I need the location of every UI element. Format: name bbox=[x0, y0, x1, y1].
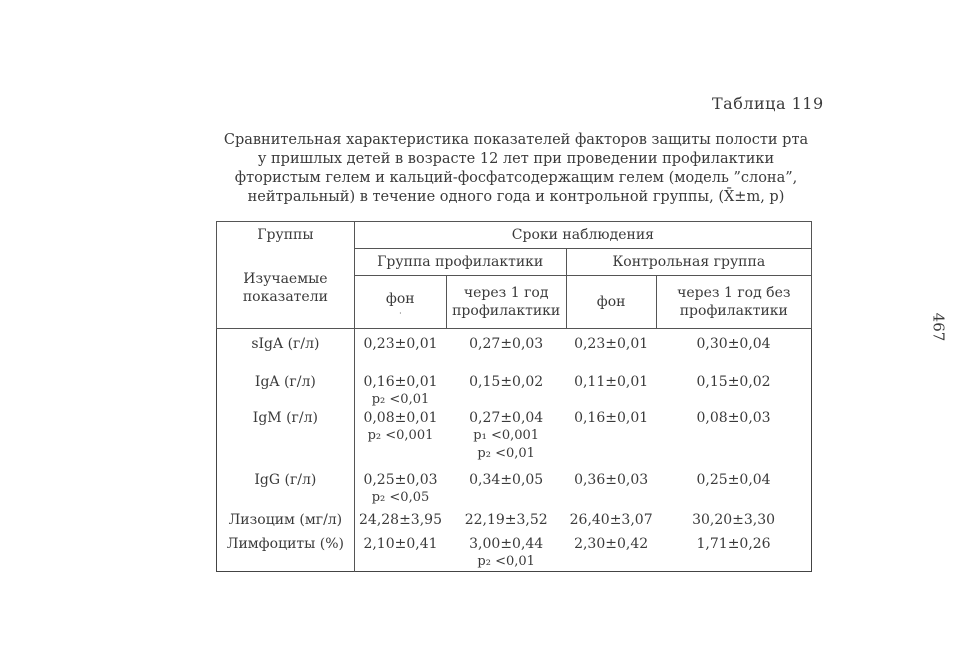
table-row bbox=[217, 373, 812, 409]
row-label: sIgA (г/л) bbox=[217, 329, 355, 373]
row-label: Лимфоциты (%) bbox=[217, 535, 355, 572]
header-observation-period: Сроки наблюдения bbox=[354, 222, 811, 249]
cell-control-background: 0,23±0,01 bbox=[566, 329, 656, 373]
header-groups: Группы bbox=[217, 222, 355, 249]
cell-control-after: 0,30±0,04 bbox=[656, 329, 811, 373]
header-control-group: Контрольная группа bbox=[566, 249, 811, 276]
cell-control-after: 0,25±0,04 bbox=[696, 471, 771, 488]
page-number: 467 bbox=[929, 312, 948, 342]
cell-control-after: 30,20±3,30 bbox=[692, 511, 776, 528]
cell-prophylaxis-background: 2,10±0,41 bbox=[363, 535, 438, 552]
table-row bbox=[217, 329, 812, 373]
header-after-year-prophylaxis: через 1 год профилактики bbox=[446, 276, 566, 329]
cell-prophylaxis-background: 0,23±0,01 bbox=[354, 329, 446, 373]
row-label: IgG (г/л) bbox=[217, 471, 355, 511]
cell-control-background: 2,30±0,42 bbox=[574, 535, 649, 552]
caption-line: фтористым гелем и кальций-фосфатсодержащим гелем (модель ”слона”, bbox=[234, 170, 798, 186]
cell-control-after: 0,08±0,03 bbox=[696, 409, 771, 426]
p-value: p₂ <0,001 bbox=[367, 427, 434, 443]
table-row bbox=[217, 409, 812, 471]
cell-value: 0,08±0,01 bbox=[363, 409, 438, 426]
table-row bbox=[217, 535, 812, 572]
cell-control-after: 1,71±0,26 bbox=[696, 535, 771, 552]
data-table bbox=[216, 221, 812, 572]
cell-value: 3,00±0,44 bbox=[469, 535, 544, 552]
header-indicators: Изучаемые показатели bbox=[217, 249, 355, 329]
caption-line: Сравнительная характеристика показателей факторов защиты полости рта bbox=[223, 132, 809, 148]
p-value: p₂ <0,01 bbox=[371, 391, 430, 407]
cell-prophylaxis-after bbox=[446, 409, 566, 471]
header-prophylaxis-group: Группа профилактики bbox=[354, 249, 566, 276]
cell-prophylaxis-after: 0,34±0,05 bbox=[469, 471, 544, 488]
table-caption bbox=[216, 131, 816, 207]
row-label: IgM (г/л) bbox=[217, 409, 355, 471]
cell-prophylaxis-after bbox=[446, 535, 566, 572]
header-after-year-no-prophylaxis: через 1 год без профилактики bbox=[656, 276, 811, 329]
cell-control-background: 0,36±0,03 bbox=[574, 471, 649, 488]
table-number: Таблица 119 bbox=[712, 94, 824, 113]
cell-control-background: 0,16±0,01 bbox=[574, 409, 649, 426]
cell-control-background: 26,40±3,07 bbox=[569, 511, 653, 528]
caption-line: нейтральный) в течение одного года и контрольной группы, (X̄±m, p) bbox=[247, 189, 785, 205]
cell-control-after: 0,15±0,02 bbox=[696, 373, 771, 390]
cell-prophylaxis-after: 0,27±0,03 bbox=[446, 329, 566, 373]
row-label: Лизоцим (мг/л) bbox=[217, 511, 355, 535]
tick-mark: ˌ bbox=[399, 306, 402, 315]
header-label: фон bbox=[385, 291, 415, 307]
cell-prophylaxis-background bbox=[354, 471, 446, 511]
cell-prophylaxis-background bbox=[354, 409, 446, 471]
p-value: p₂ <0,01 bbox=[477, 445, 535, 461]
cell-prophylaxis-after: 0,15±0,02 bbox=[469, 373, 544, 390]
cell-value: 0,16±0,01 bbox=[363, 373, 438, 390]
table-row bbox=[217, 471, 812, 511]
cell-prophylaxis-background: 24,28±3,95 bbox=[359, 511, 442, 528]
table-row bbox=[217, 511, 812, 535]
p-value: p₂ <0,05 bbox=[371, 489, 430, 505]
header-background-control: фон bbox=[566, 276, 656, 329]
cell-value: 0,25±0,03 bbox=[363, 471, 438, 488]
cell-prophylaxis-background bbox=[354, 373, 446, 409]
cell-control-background: 0,11±0,01 bbox=[574, 373, 649, 390]
header-background-prophylaxis bbox=[354, 276, 446, 329]
p-value: p₂ <0,01 bbox=[477, 553, 535, 569]
caption-line: у пришлых детей в возрасте 12 лет при проведении профилактики bbox=[257, 151, 775, 167]
row-label: IgA (г/л) bbox=[217, 373, 355, 409]
cell-prophylaxis-after: 22,19±3,52 bbox=[464, 511, 548, 528]
p-value: p₁ <0,001 bbox=[473, 427, 540, 443]
cell-value: 0,27±0,04 bbox=[469, 409, 544, 426]
